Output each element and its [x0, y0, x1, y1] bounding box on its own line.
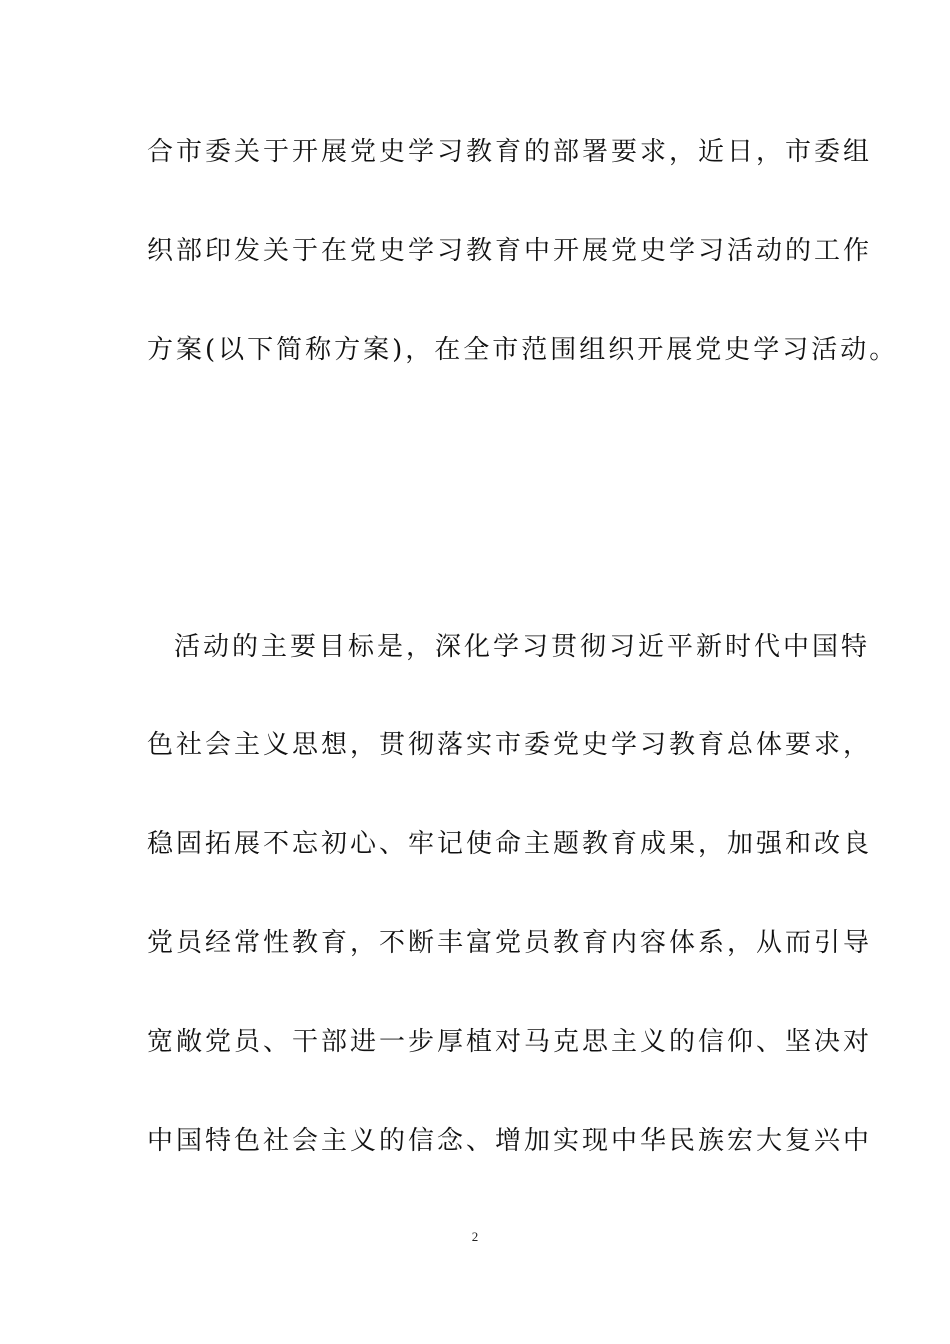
- paragraph-2-line-6: 中国特色社会主义的信念、增加实现中华民族宏大复兴中: [147, 1126, 873, 1156]
- paragraph-2-line-3: 稳固拓展不忘初心、牢记使命主题教育成果，加强和改良: [147, 829, 873, 859]
- paragraph-1-line-2: 织部印发关于在党史学习教育中开展党史学习活动的工作: [147, 236, 873, 266]
- paragraph-2-line-2: 色社会主义思想，贯彻落实市委党史学习教育总体要求，: [147, 730, 873, 760]
- page-number: 2: [471, 1229, 479, 1244]
- paragraph-2-line-5: 宽敞党员、干部进一步厚植对马克思主义的信仰、坚决对: [147, 1027, 873, 1057]
- paragraph-1-line-3: 方案(以下简称方案)，在全市范围组织开展党史学习活动。: [147, 335, 899, 365]
- paragraph-2-line-4: 党员经常性教育，不断丰富党员教育内容体系，从而引导: [147, 928, 873, 958]
- paragraph-2-line-1: 活动的主要目标是，深化学习贯彻习近平新时代中国特: [174, 632, 871, 662]
- paragraph-1-line-1: 合市委关于开展党史学习教育的部署要求，近日，市委组: [147, 137, 873, 167]
